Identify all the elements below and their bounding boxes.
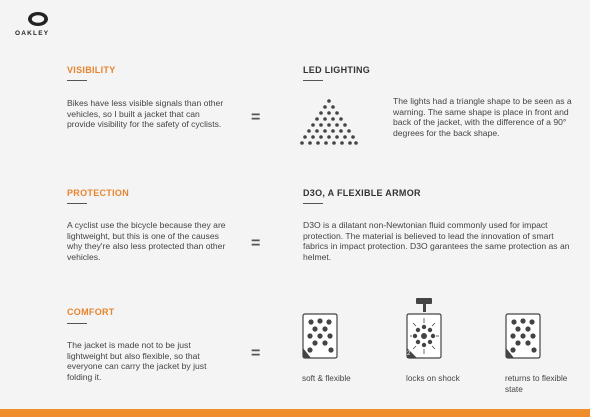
state-label-returns: returns to flexible state — [505, 374, 568, 394]
title-rule — [303, 80, 323, 81]
section-title-visibility: VISIBILITY — [67, 65, 116, 75]
title-rule — [67, 203, 87, 204]
oakley-ellipse-icon — [14, 10, 62, 30]
section-title-comfort: COMFORT — [67, 307, 115, 317]
state-label-locks: locks on shock — [406, 374, 460, 383]
soft-pad-icon — [301, 312, 339, 360]
led-description: The lights had a triangle shape to be seen as a warning. The same shape is place in front and back of the jacket, with the difference of a 90° degrees for the back shape. — [393, 96, 572, 138]
equals-sign: = — [251, 109, 261, 126]
logo-text: OAKLEY — [15, 30, 50, 37]
d3o-description: D3O is a dilatant non-Newtonian fluid commonly used for impact protection. The material is believed to lead the innovation of smart fabrics in impact protection. D3O garantees the same protection as an helmet. — [303, 220, 570, 262]
equals-sign: = — [251, 235, 261, 252]
state-label-soft: soft & flexible — [302, 374, 351, 383]
protection-description: A cyclist use the bicycle because they are lightweight, but this is one of the causes why they're also less protected than other vehicles. — [67, 220, 226, 262]
visibility-description: Bikes have less visible signals than other vehicles, so I built a jacket that can provide visibility for the safety of cyclists. — [67, 98, 224, 130]
title-rule — [67, 80, 87, 81]
state-number-1: 1 — [304, 345, 308, 351]
feature-title-d3o: D3O, A FLEXIBLE ARMOR — [303, 188, 421, 198]
led-triangle-icon — [300, 98, 358, 150]
oakley-logo — [14, 10, 62, 37]
section-title-protection: PROTECTION — [67, 188, 130, 198]
returning-pad-icon — [504, 312, 542, 360]
comfort-description: The jacket is made not to be just lightweight but also flexible, so that everyone can carry the jacket by just folding it. — [67, 340, 207, 382]
feature-title-led: LED LIGHTING — [303, 65, 371, 75]
state-number-2: 2 — [407, 351, 411, 357]
footer-accent-bar — [0, 409, 590, 417]
state-number-3: 3 — [507, 345, 511, 351]
title-rule — [303, 203, 323, 204]
title-rule — [67, 323, 87, 324]
equals-sign: = — [251, 345, 261, 362]
